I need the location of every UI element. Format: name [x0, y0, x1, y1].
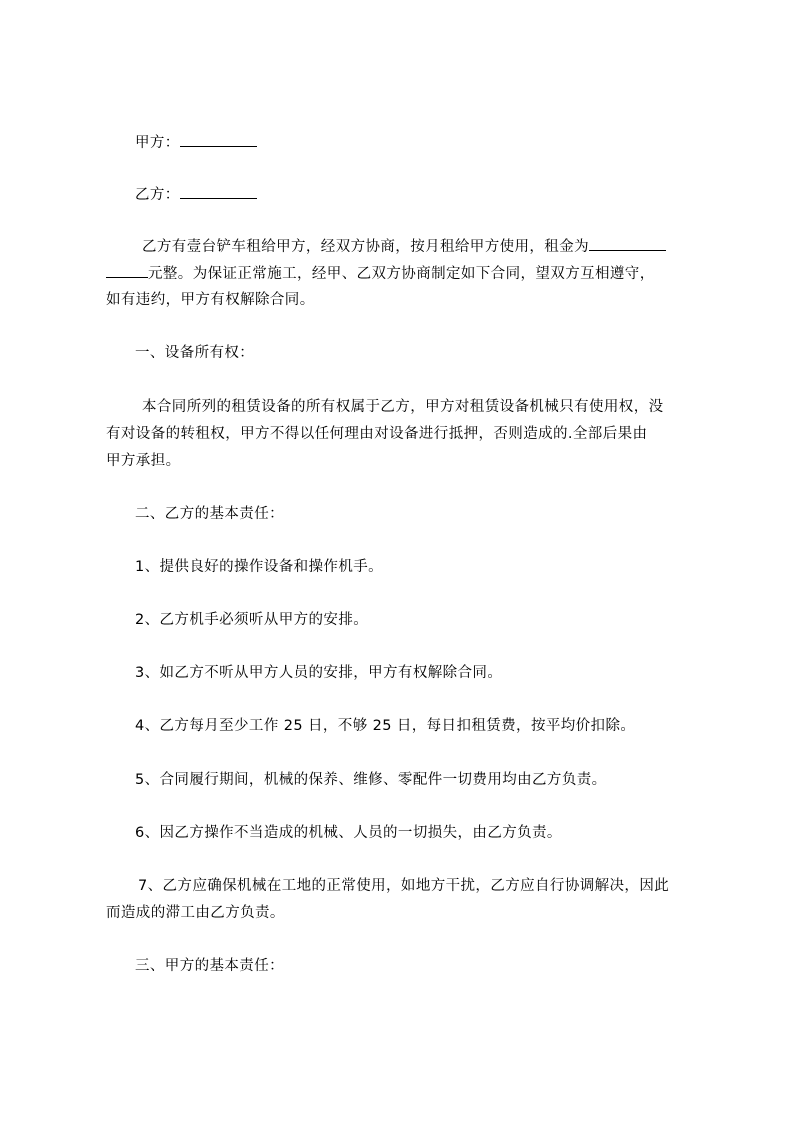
section2-item: 1、提供良好的操作设备和操作机手。 [135, 559, 384, 575]
section2-item: 4、乙方每月至少工作 25 日，不够 25 日，每日扣租赁费，按平均价扣除。 [135, 718, 636, 734]
section2-item: 2、乙方机手必须听从甲方的安排。 [135, 612, 369, 628]
party-a-blank [180, 132, 257, 147]
section1-line-2: 有对设备的转租权，甲方不得以任何理由对设备进行抵押，否则造成的.全部后果由 [106, 426, 648, 442]
section2-item: 5、合同履行期间，机械的保养、维修、零配件一切费用均由乙方负责。 [135, 772, 607, 788]
party-b-blank [180, 184, 257, 199]
section1-title: 一、设备所有权： [135, 345, 255, 361]
section2-item: 3、如乙方不听从甲方人员的安排，甲方有权解除合同。 [135, 665, 503, 681]
intro-line-2 [106, 263, 655, 284]
section3-title: 三、甲方的基本责任： [135, 958, 284, 974]
party-a-label: 甲方： [135, 135, 180, 151]
section2-item: 6、因乙方操作不当造成的机械、人员的一切损失，由乙方负责。 [135, 825, 562, 841]
party-b-label: 乙方： [135, 187, 180, 203]
party-a-line [135, 132, 257, 153]
intro-text-1: 乙方有壹台铲车租给甲方，经双方协商，按月租给甲方使用，租金为 [142, 239, 589, 255]
party-b-line [135, 184, 257, 205]
section2-item7-line-1: 7、乙方应确保机械在工地的正常使用，如地方干扰，乙方应自行协调解决，因此 [138, 878, 670, 894]
rent-blank-2 [106, 263, 148, 278]
section2-item7-line-2: 而造成的滞工由乙方负责。 [106, 905, 285, 921]
section1-line-3: 甲方承担。 [106, 453, 181, 469]
section2-title: 二、乙方的基本责任： [135, 506, 284, 522]
intro-line-3: 如有违约，甲方有权解除合同。 [106, 292, 315, 308]
rent-blank-1 [589, 236, 666, 251]
section1-line-1: 本合同所列的租赁设备的所有权属于乙方，甲方对租赁设备机械只有使用权，没 [142, 399, 664, 415]
intro-text-2: 元整。为保证正常施工，经甲、乙双方协商制定如下合同，望双方互相遵守， [148, 266, 655, 282]
intro-line-1 [142, 236, 666, 257]
